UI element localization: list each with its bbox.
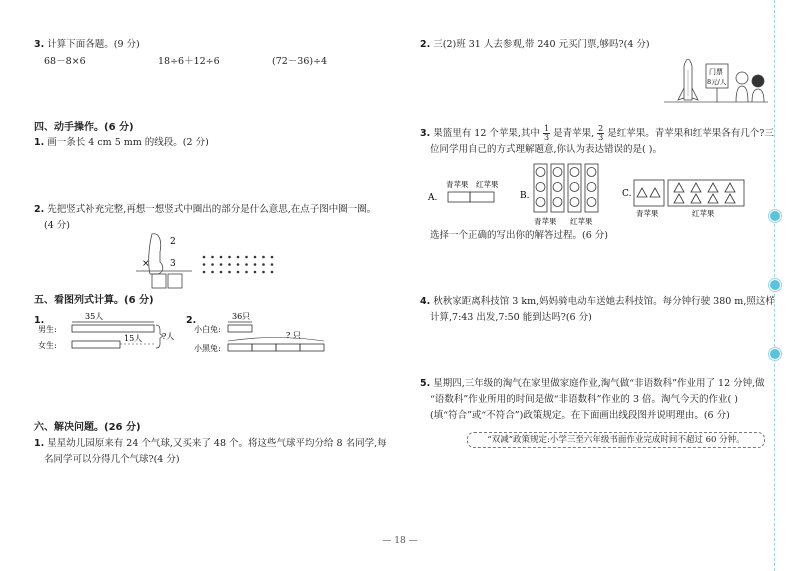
option-a-green-bar bbox=[448, 192, 470, 202]
digit-top: 2 bbox=[170, 237, 176, 247]
digit-bottom: 3 bbox=[170, 259, 176, 269]
question-number: 4. bbox=[420, 296, 431, 307]
option-c-triangle bbox=[674, 194, 684, 203]
grid-dot bbox=[228, 271, 231, 274]
white-rabbit-bar bbox=[228, 325, 252, 332]
option-b-green-label: 青苹果 bbox=[534, 217, 557, 226]
dot-grid bbox=[200, 254, 280, 276]
grid-dot bbox=[220, 271, 223, 274]
sign-line-1: 门票 bbox=[709, 68, 723, 76]
top-label: 36只 bbox=[232, 312, 251, 321]
grid-dot bbox=[228, 263, 231, 266]
section-5-q2-number: 2. bbox=[186, 315, 197, 326]
question-number: 2. bbox=[34, 204, 45, 215]
option-c-diagram bbox=[622, 172, 746, 220]
section-5-title: 五、看图列式计算。(6 分) bbox=[34, 295, 154, 306]
option-b-red-label: 红苹果 bbox=[570, 217, 593, 226]
grid-dot bbox=[262, 271, 265, 274]
right-question-3-line2: 位同学用自己的方式理解题意,你认为表达错误的是( )。 bbox=[430, 144, 662, 155]
fraction-2-numerator: 2 bbox=[598, 124, 604, 133]
binding-hole-2 bbox=[769, 279, 781, 291]
option-c-triangle bbox=[725, 194, 735, 203]
child-head-1 bbox=[736, 72, 748, 84]
grid-dot bbox=[262, 256, 265, 259]
grid-dot bbox=[220, 256, 223, 259]
row-label-white: 小白兔: bbox=[194, 325, 221, 334]
fraction-1 bbox=[543, 125, 550, 142]
grid-dot bbox=[228, 256, 231, 259]
black-rabbit-bar-3 bbox=[276, 344, 300, 351]
row-label-girls: 女生: bbox=[38, 341, 57, 350]
option-c-green-label: 青苹果 bbox=[636, 209, 659, 218]
binding-hole-3 bbox=[769, 348, 781, 360]
grid-dot bbox=[211, 263, 214, 266]
option-b-label: B. bbox=[520, 191, 530, 201]
section-4-q2-line1 bbox=[34, 203, 376, 217]
fraction-2 bbox=[597, 125, 604, 142]
brace-label: ?人 bbox=[162, 332, 175, 341]
question-number: 3. bbox=[420, 128, 431, 139]
grid-dot bbox=[203, 256, 206, 259]
option-c-triangle bbox=[708, 183, 718, 192]
option-a-label: A. bbox=[428, 193, 438, 203]
question-number: 3. bbox=[34, 39, 45, 50]
page-number: — 18 — bbox=[382, 536, 418, 546]
option-a-red-label: 红苹果 bbox=[476, 180, 499, 189]
section-4-q2-line2: (4 分) bbox=[44, 220, 70, 231]
grid-dot bbox=[237, 256, 240, 259]
sign-line-2: 8元/人 bbox=[707, 78, 727, 86]
grid-dot bbox=[254, 271, 257, 274]
option-b-circle bbox=[536, 168, 545, 177]
section-5-q1-number: 1. bbox=[34, 315, 45, 326]
right-question-5-line1 bbox=[420, 377, 765, 391]
right-question-4-line1 bbox=[420, 295, 775, 309]
expression-1: 68－8×6 bbox=[44, 56, 86, 67]
right-question-2 bbox=[420, 38, 650, 52]
option-c-triangle bbox=[725, 183, 735, 192]
option-b-circle bbox=[553, 198, 562, 207]
section-5-q1-diagram bbox=[38, 308, 173, 356]
question-number: 2. bbox=[420, 39, 431, 50]
question-text: 果篮里有 12 个苹果,其中 bbox=[433, 128, 540, 139]
grid-dot bbox=[245, 256, 248, 259]
question-number: 5. bbox=[420, 378, 431, 389]
black-rabbit-bar-4 bbox=[300, 344, 324, 351]
section-5-q2-diagram bbox=[194, 308, 334, 356]
option-c-triangles bbox=[637, 183, 735, 203]
option-c-red-label: 红苹果 bbox=[692, 209, 715, 218]
expression-3: (72－36)÷4 bbox=[272, 56, 328, 67]
question-3-title bbox=[34, 38, 140, 52]
child-head-2 bbox=[752, 75, 764, 87]
fraction-2-denominator: 3 bbox=[598, 133, 604, 142]
black-rabbit-bar-1 bbox=[228, 344, 252, 351]
option-b-circle bbox=[587, 198, 596, 207]
question-text: 是青苹果, bbox=[553, 128, 595, 139]
option-c-triangle bbox=[691, 194, 701, 203]
grid-dot bbox=[211, 271, 214, 274]
answer-box-2 bbox=[168, 274, 182, 288]
option-b-columns bbox=[534, 164, 598, 212]
option-b-circle bbox=[536, 183, 545, 192]
diff-label: 15人 bbox=[124, 334, 143, 343]
girls-bar bbox=[72, 341, 120, 348]
museum-illustration bbox=[664, 50, 768, 108]
boys-bar bbox=[72, 325, 154, 332]
total-brace bbox=[228, 338, 324, 342]
answer-box-1 bbox=[152, 274, 166, 288]
right-question-4-line2: 计算,7:43 出发,7:50 能到达吗?(6 分) bbox=[430, 312, 592, 323]
right-question-5-line2: “语数科”作业所用的时间是做“非语数科”作业的 3 倍。淘气今天的作业( ) bbox=[430, 394, 738, 405]
grid-dot bbox=[262, 263, 265, 266]
option-c-label: C. bbox=[622, 189, 632, 199]
grid-dot bbox=[271, 256, 274, 259]
binding-hole-1 bbox=[769, 210, 781, 222]
option-b-circle bbox=[553, 183, 562, 192]
question-text: 星星幼儿园原来有 24 个气球,又买来了 48 个。将这些气球平均分给 8 名同学,每 bbox=[47, 438, 387, 449]
option-b-circle bbox=[587, 183, 596, 192]
grid-dot bbox=[254, 256, 257, 259]
question-text: 画一条长 4 cm 5 mm 的线段。(2 分) bbox=[47, 137, 209, 148]
option-a-diagram bbox=[428, 178, 512, 208]
grid-dot bbox=[245, 271, 248, 274]
option-c-triangle bbox=[674, 183, 684, 192]
grid-dot bbox=[271, 263, 274, 266]
question-text: 秋秋家距离科技馆 3 km,妈妈骑电动车送她去科技馆。每分钟行驶 380 m,照这样 bbox=[433, 296, 775, 307]
fraction-1-numerator: 1 bbox=[543, 124, 550, 133]
grid-dot bbox=[203, 263, 206, 266]
grid-dot bbox=[211, 256, 214, 259]
policy-notice-box: “双减”政策规定:小学三至六年级书面作业完成时间不超过 60 分钟。 bbox=[467, 432, 765, 448]
black-rabbit-bar-2 bbox=[252, 344, 276, 351]
right-question-3-line3: 选择一个正确的写出你的解答过程。(6 分) bbox=[430, 230, 608, 241]
question-text: 计算下面各题。(9 分) bbox=[47, 39, 140, 50]
grid-dot bbox=[220, 263, 223, 266]
option-b-circle bbox=[536, 198, 545, 207]
question-text: 星期四,三年级的淘气在家里做家庭作业,淘气做“非语数科”作业用了 12 分钟,做 bbox=[433, 378, 765, 389]
dot-grid-dots bbox=[203, 256, 274, 274]
row-label-boys: 男生: bbox=[38, 325, 57, 334]
top-label: 35人 bbox=[85, 312, 104, 321]
option-c-triangle bbox=[691, 183, 701, 192]
q-label: ? 只 bbox=[286, 331, 301, 340]
option-b-circle bbox=[587, 168, 596, 177]
question-text: 三(2)班 31 人去参观,带 240 元买门票,够吗?(4 分) bbox=[433, 39, 650, 50]
section-6-title: 六、解决问题。(26 分) bbox=[34, 422, 141, 433]
question-text: 先把竖式补充完整,再想一想竖式中圈出的部分是什么意思,在点子图中圈一圈。 bbox=[47, 204, 377, 215]
option-a-green-label: 青苹果 bbox=[446, 180, 469, 189]
fraction-1-denominator: 3 bbox=[543, 133, 550, 142]
section-6-q1-line1 bbox=[34, 437, 387, 451]
option-c-triangle bbox=[708, 194, 718, 203]
vertical-multiplication-figure bbox=[130, 230, 200, 290]
option-b-diagram bbox=[520, 160, 620, 228]
option-b-circle bbox=[570, 198, 579, 207]
option-b-circle bbox=[553, 168, 562, 177]
child-body-2 bbox=[752, 89, 764, 102]
grid-dot bbox=[237, 271, 240, 274]
multiply-sign: × bbox=[142, 259, 150, 269]
section-4-title: 四、动手操作。(6 分) bbox=[34, 122, 134, 133]
section-4-q1 bbox=[34, 136, 209, 150]
row-label-black: 小黑兔: bbox=[194, 344, 221, 353]
grid-dot bbox=[245, 263, 248, 266]
option-c-green-box bbox=[634, 180, 664, 206]
question-text: 是红苹果。青苹果和红苹果各有几个?三 bbox=[607, 128, 774, 139]
option-c-triangle bbox=[637, 188, 647, 197]
child-body-1 bbox=[736, 86, 748, 102]
right-question-5-line3: (填“符合”或“不符合”)政策规定。在下面画出线段图并说明理由。(6 分) bbox=[430, 410, 730, 421]
option-b-circle bbox=[570, 183, 579, 192]
right-question-3-line1 bbox=[420, 125, 774, 142]
section-6-q1-line2: 名同学可以分得几个气球?(4 分) bbox=[44, 454, 180, 465]
option-a-red-bar bbox=[470, 192, 494, 202]
option-b-circle bbox=[570, 168, 579, 177]
option-c-triangle bbox=[650, 188, 660, 197]
grid-dot bbox=[254, 263, 257, 266]
grid-dot bbox=[237, 263, 240, 266]
question-number: 1. bbox=[34, 438, 45, 449]
expression-2: 18÷6＋12÷6 bbox=[158, 56, 220, 67]
grid-dot bbox=[203, 271, 206, 274]
question-number: 1. bbox=[34, 137, 45, 148]
circled-region-shape bbox=[149, 234, 163, 274]
grid-dot bbox=[271, 271, 274, 274]
